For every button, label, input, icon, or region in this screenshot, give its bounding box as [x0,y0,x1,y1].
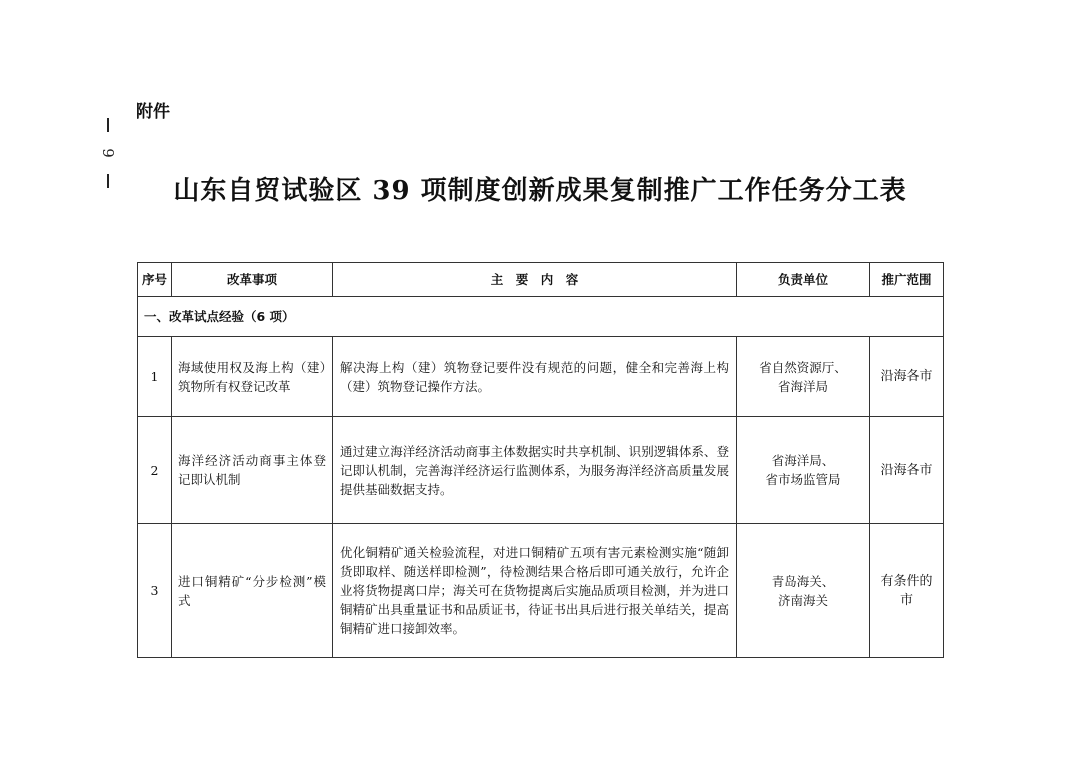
row-unit-line: 省市场监管局 [765,472,841,487]
row-unit [737,524,870,658]
header-content: 主 要 内 容 [333,263,737,297]
header-no: 序号 [138,263,172,297]
page-number-dash-top [107,118,109,132]
row-content: 优化铜精矿通关检验流程，对进口铜精矿五项有害元素检测实施“随卸货即取样、随送样即检测”，待检测结果合格后即可通关放行，允许企业将货物提离口岸；海关可在货物提离后实施品质项目检测，并为进口铜精矿出具重量证书和品质证书，待证书出具后进行报关单结关，提高铜精矿进口接卸效率。 [333,524,737,658]
section-row [138,297,944,337]
row-scope: 沿海各市 [870,417,944,524]
header-scope: 推广范围 [870,263,944,297]
row-no: 3 [138,524,172,658]
document-title: 山东自贸试验区 39 项制度创新成果复制推广工作任务分工表 [173,176,907,206]
row-item: 进口铜精矿“分步检测”模式 [172,524,333,658]
row-unit [737,417,870,524]
table-row [138,524,944,658]
row-content: 通过建立海洋经济活动商事主体数据实时共享机制、识别逻辑体系、登记即认机制，完善海洋经济运行监测体系，为服务海洋经济高质量发展提供基础数据支持。 [333,417,737,524]
row-item: 海域使用权及海上构（建）筑物所有权登记改革 [172,337,333,417]
row-content: 解决海上构（建）筑物登记要件没有规范的问题，健全和完善海上构（建）筑物登记操作方法。 [333,337,737,417]
row-unit-line: 省自然资源厅、 [759,359,847,375]
row-unit-line: 青岛海关、 [771,573,835,589]
section-title: 一、改革试点经验（6 项） [138,297,944,337]
table-header-row [138,263,944,297]
row-no: 1 [138,337,172,417]
row-unit-line: 济南海关 [777,592,828,608]
table-row [138,337,944,417]
row-unit-line: 省海洋局、 [771,453,835,468]
row-item: 海洋经济活动商事主体登记即认机制 [172,417,333,524]
row-scope: 沿海各市 [870,337,944,417]
header-unit: 负责单位 [737,263,870,297]
row-scope: 有条件的市 [870,524,944,658]
row-unit [737,337,870,417]
row-unit-line: 省海洋局 [777,378,828,394]
row-no: 2 [138,417,172,524]
attachment-label: 附件 [136,102,170,122]
header-item: 改革事项 [172,263,333,297]
task-table [137,262,944,658]
page-number-value: 9 [99,148,117,158]
table-row [138,417,944,524]
